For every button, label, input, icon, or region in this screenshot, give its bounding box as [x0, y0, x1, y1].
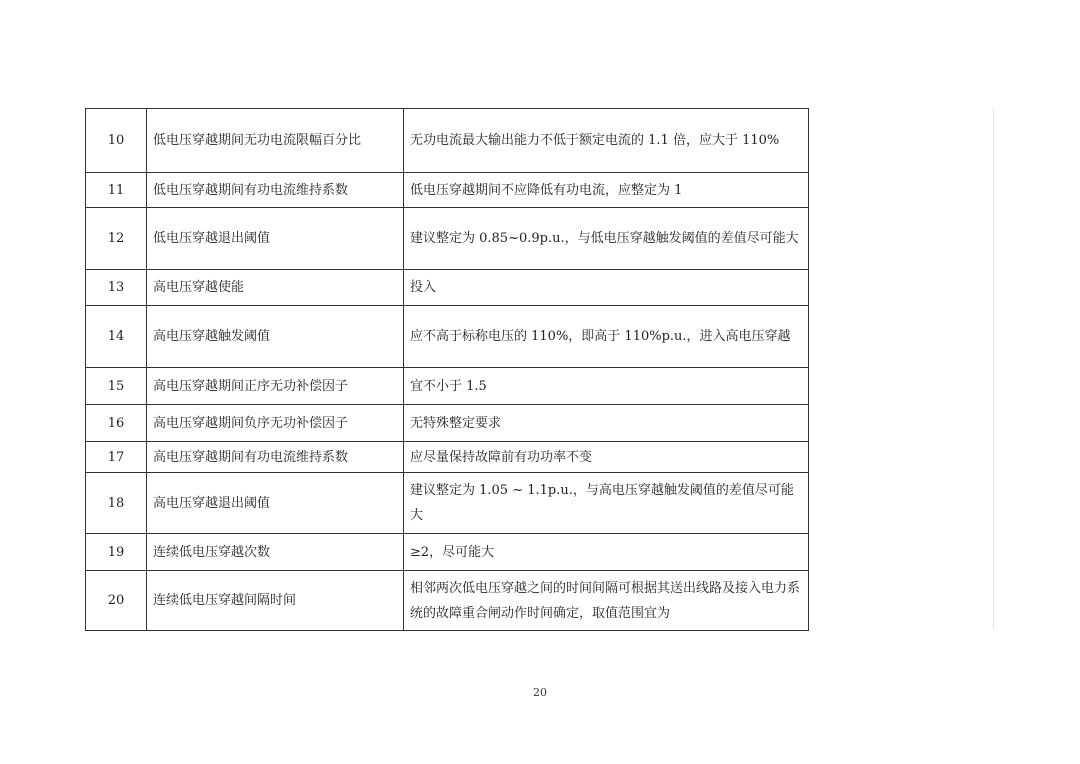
table-row: [86, 109, 809, 173]
table-row: [86, 405, 809, 442]
table-row: [86, 270, 809, 306]
table-row: [86, 473, 809, 534]
parameter-name: 高电压穿越期间正序无功补偿因子: [147, 368, 404, 405]
table-row: [86, 534, 809, 571]
setting-value: 建议整定为 0.85~0.9p.u.，与低电压穿越触发阈值的差值尽可能大: [404, 208, 809, 270]
parameter-name: 高电压穿越期间有功电流维持系数: [147, 442, 404, 473]
table-row: [86, 173, 809, 208]
setting-value: 应不高于标称电压的 110%，即高于 110%p.u.，进入高电压穿越: [404, 306, 809, 368]
parameter-name: 高电压穿越退出阈值: [147, 473, 404, 534]
parameter-name: 低电压穿越退出阈值: [147, 208, 404, 270]
row-number: 13: [86, 270, 147, 306]
setting-value: ≥2，尽可能大: [404, 534, 809, 571]
setting-value: 无特殊整定要求: [404, 405, 809, 442]
table-row: [86, 306, 809, 368]
setting-value: 应尽量保持故障前有功功率不变: [404, 442, 809, 473]
row-number: 16: [86, 405, 147, 442]
setting-value: 宜不小于 1.5: [404, 368, 809, 405]
row-number: 18: [86, 473, 147, 534]
table-row: [86, 208, 809, 270]
parameter-name: 连续低电压穿越次数: [147, 534, 404, 571]
parameter-name: 高电压穿越期间负序无功补偿因子: [147, 405, 404, 442]
setting-value: 建议整定为 1.05 ~ 1.1p.u.，与高电压穿越触发阈值的差值尽可能大: [404, 473, 809, 534]
setting-value: 低电压穿越期间不应降低有功电流，应整定为 1: [404, 173, 809, 208]
row-number: 10: [86, 109, 147, 173]
row-number: 14: [86, 306, 147, 368]
table-row: [86, 571, 809, 631]
page-margin-line: [993, 108, 994, 630]
parameter-name: 高电压穿越使能: [147, 270, 404, 306]
setting-value: 投入: [404, 270, 809, 306]
setting-value: 无功电流最大输出能力不低于额定电流的 1.1 倍，应大于 110%: [404, 109, 809, 173]
table-row: [86, 442, 809, 473]
page-number: 20: [533, 686, 547, 699]
row-number: 15: [86, 368, 147, 405]
row-number: 11: [86, 173, 147, 208]
row-number: 12: [86, 208, 147, 270]
row-number: 20: [86, 571, 147, 631]
row-number: 19: [86, 534, 147, 571]
row-number: 17: [86, 442, 147, 473]
table-row: [86, 368, 809, 405]
parameter-name: 低电压穿越期间无功电流限幅百分比: [147, 109, 404, 173]
parameter-name: 高电压穿越触发阈值: [147, 306, 404, 368]
settings-table: [85, 108, 809, 631]
parameter-name: 低电压穿越期间有功电流维持系数: [147, 173, 404, 208]
setting-value: 相邻两次低电压穿越之间的时间间隔可根据其送出线路及接入电力系统的故障重合闸动作时间确定，取值范围宜为: [404, 571, 809, 631]
parameter-name: 连续低电压穿越间隔时间: [147, 571, 404, 631]
